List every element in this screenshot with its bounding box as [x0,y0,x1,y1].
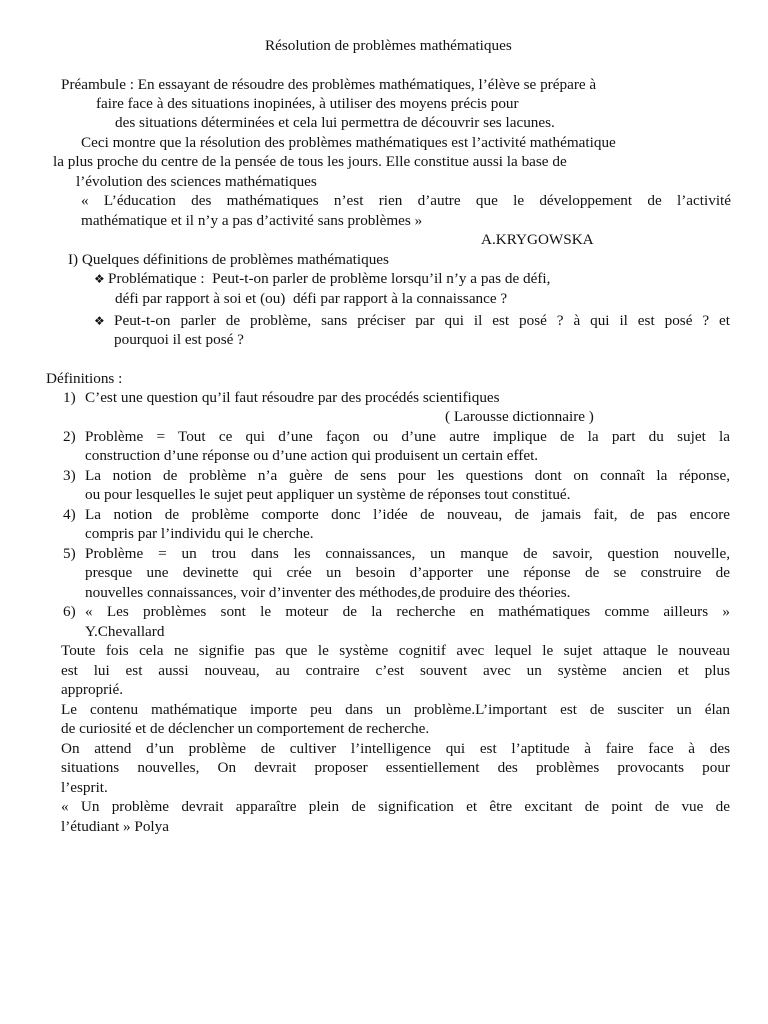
quote-author: A.KRYGOWSKA [481,231,594,248]
bullet-1-line-1: Problématique : Peut-t-on parler de problème lorsqu’il n’y a pas de défi, [108,270,551,287]
definition-number: 6) [63,603,76,620]
bullet-2-line-1: Peut-t-on parler de problème, sans préciser par qui il est posé ? à qui il est posé ? et [114,312,730,329]
bullet-2-line-2: pourquoi il est posé ? [114,331,244,348]
paragraph-2-line-2: de curiosité et de déclencher un comportement de recherche. [61,720,430,737]
page-title: Résolution de problèmes mathématiques [265,37,512,54]
paragraph-3-line-1: On attend d’un problème de cultiver l’intelligence qui est l’aptitude à faire face à des [61,740,730,757]
definition-5-line-1: Problème = un trou dans les connaissances, un manque de savoir, question nouvelle, [85,545,730,562]
definition-3-line-1: La notion de problème n’a guère de sens pour les questions dont on connaît la réponse, [85,467,730,484]
definition-6-author: Y.Chevallard [85,623,165,640]
paragraph-1-line-1: Toute fois cela ne signifie pas que le système cognitif avec lequel le sujet attaque le nouveau [61,642,730,659]
paragraph-1-line-3: approprié. [61,681,123,698]
definition-1-line-1: C’est une question qu’il faut résoudre par des procédés scientifiques [85,389,500,406]
definition-number: 2) [63,428,76,445]
paragraph-1-line-2: est lui est aussi nouveau, au contraire c’est souvent avec un système ancien et plus [61,662,730,679]
bullet-1 [94,269,550,290]
bullet-2 [94,311,108,332]
definition-number: 1) [63,389,76,406]
section-heading: I) Quelques définitions de problèmes mathématiques [68,251,389,268]
preambule-line-5: la plus proche du centre de la pensée de tous les jours. Elle constitue aussi la base de [53,153,567,170]
quote-line-1: « L’éducation des mathématiques n’est rien d’autre que le développement de l’activité [81,192,731,209]
preambule-line-1: Préambule : En essayant de résoudre des problèmes mathématiques, l’élève se prépare à [61,76,597,93]
definitions-heading: Définitions : [46,370,123,387]
definition-3-line-2: ou pour lesquelles le sujet peut appliquer un système de réponses tout constitué. [85,486,571,503]
definition-number: 3) [63,467,76,484]
paragraph-2-line-1: Le contenu mathématique importe peu dans un problème.L’important est de susciter un élan [61,701,730,718]
quote-line-2: mathématique et il n’y a pas d’activité sans problèmes » [81,212,423,229]
preambule-line-2: faire face à des situations inopinées, à utiliser des moyens précis pour [96,95,519,112]
definition-6-line-1: « Les problèmes sont le moteur de la recherche en mathématiques comme ailleurs » [85,603,730,620]
definition-2-line-1: Problème = Tout ce qui d’une façon ou d’une autre implique de la part du sujet la [85,428,730,445]
definition-4-line-1: La notion de problème comporte donc l’idée de nouveau, de jamais fait, de pas encore [85,506,730,523]
paragraph-4-line-2: l’étudiant » Polya [61,818,169,835]
definition-4-line-2: compris par l’individu qui le cherche. [85,525,314,542]
definition-2-line-2: construction d’une réponse ou d’une action qui produisent un certain effet. [85,447,539,464]
definition-5-line-2: presque une devinette qui crée un besoin d’apporter une réponse de se construire de [85,564,730,581]
preambule-line-6: l’évolution des sciences mathématiques [76,173,317,190]
bullet-1-line-2: défi par rapport à soi et (ou) défi par rapport à la connaissance ? [115,290,508,307]
diamond-bullet-icon: ❖ [94,314,105,328]
diamond-bullet-icon: ❖ [94,272,105,286]
definition-1-source: ( Larousse dictionnaire ) [445,408,594,425]
definition-number: 4) [63,506,76,523]
preambule-line-4: Ceci montre que la résolution des problèmes mathématiques est l’activité mathématique [81,134,616,151]
paragraph-4-line-1: « Un problème devrait apparaître plein de signification et être excitant de point de vue de [61,798,730,815]
paragraph-3-line-2: situations nouvelles, On devrait proposer essentiellement des problèmes provocants pour [61,759,730,776]
definition-5-line-3: nouvelles connaissances, voir d’inventer des méthodes,de produire des théories. [85,584,571,601]
definition-number: 5) [63,545,76,562]
paragraph-3-line-3: l’esprit. [61,779,108,796]
preambule-line-3: des situations déterminées et cela lui permettra de découvrir ses lacunes. [115,114,555,131]
